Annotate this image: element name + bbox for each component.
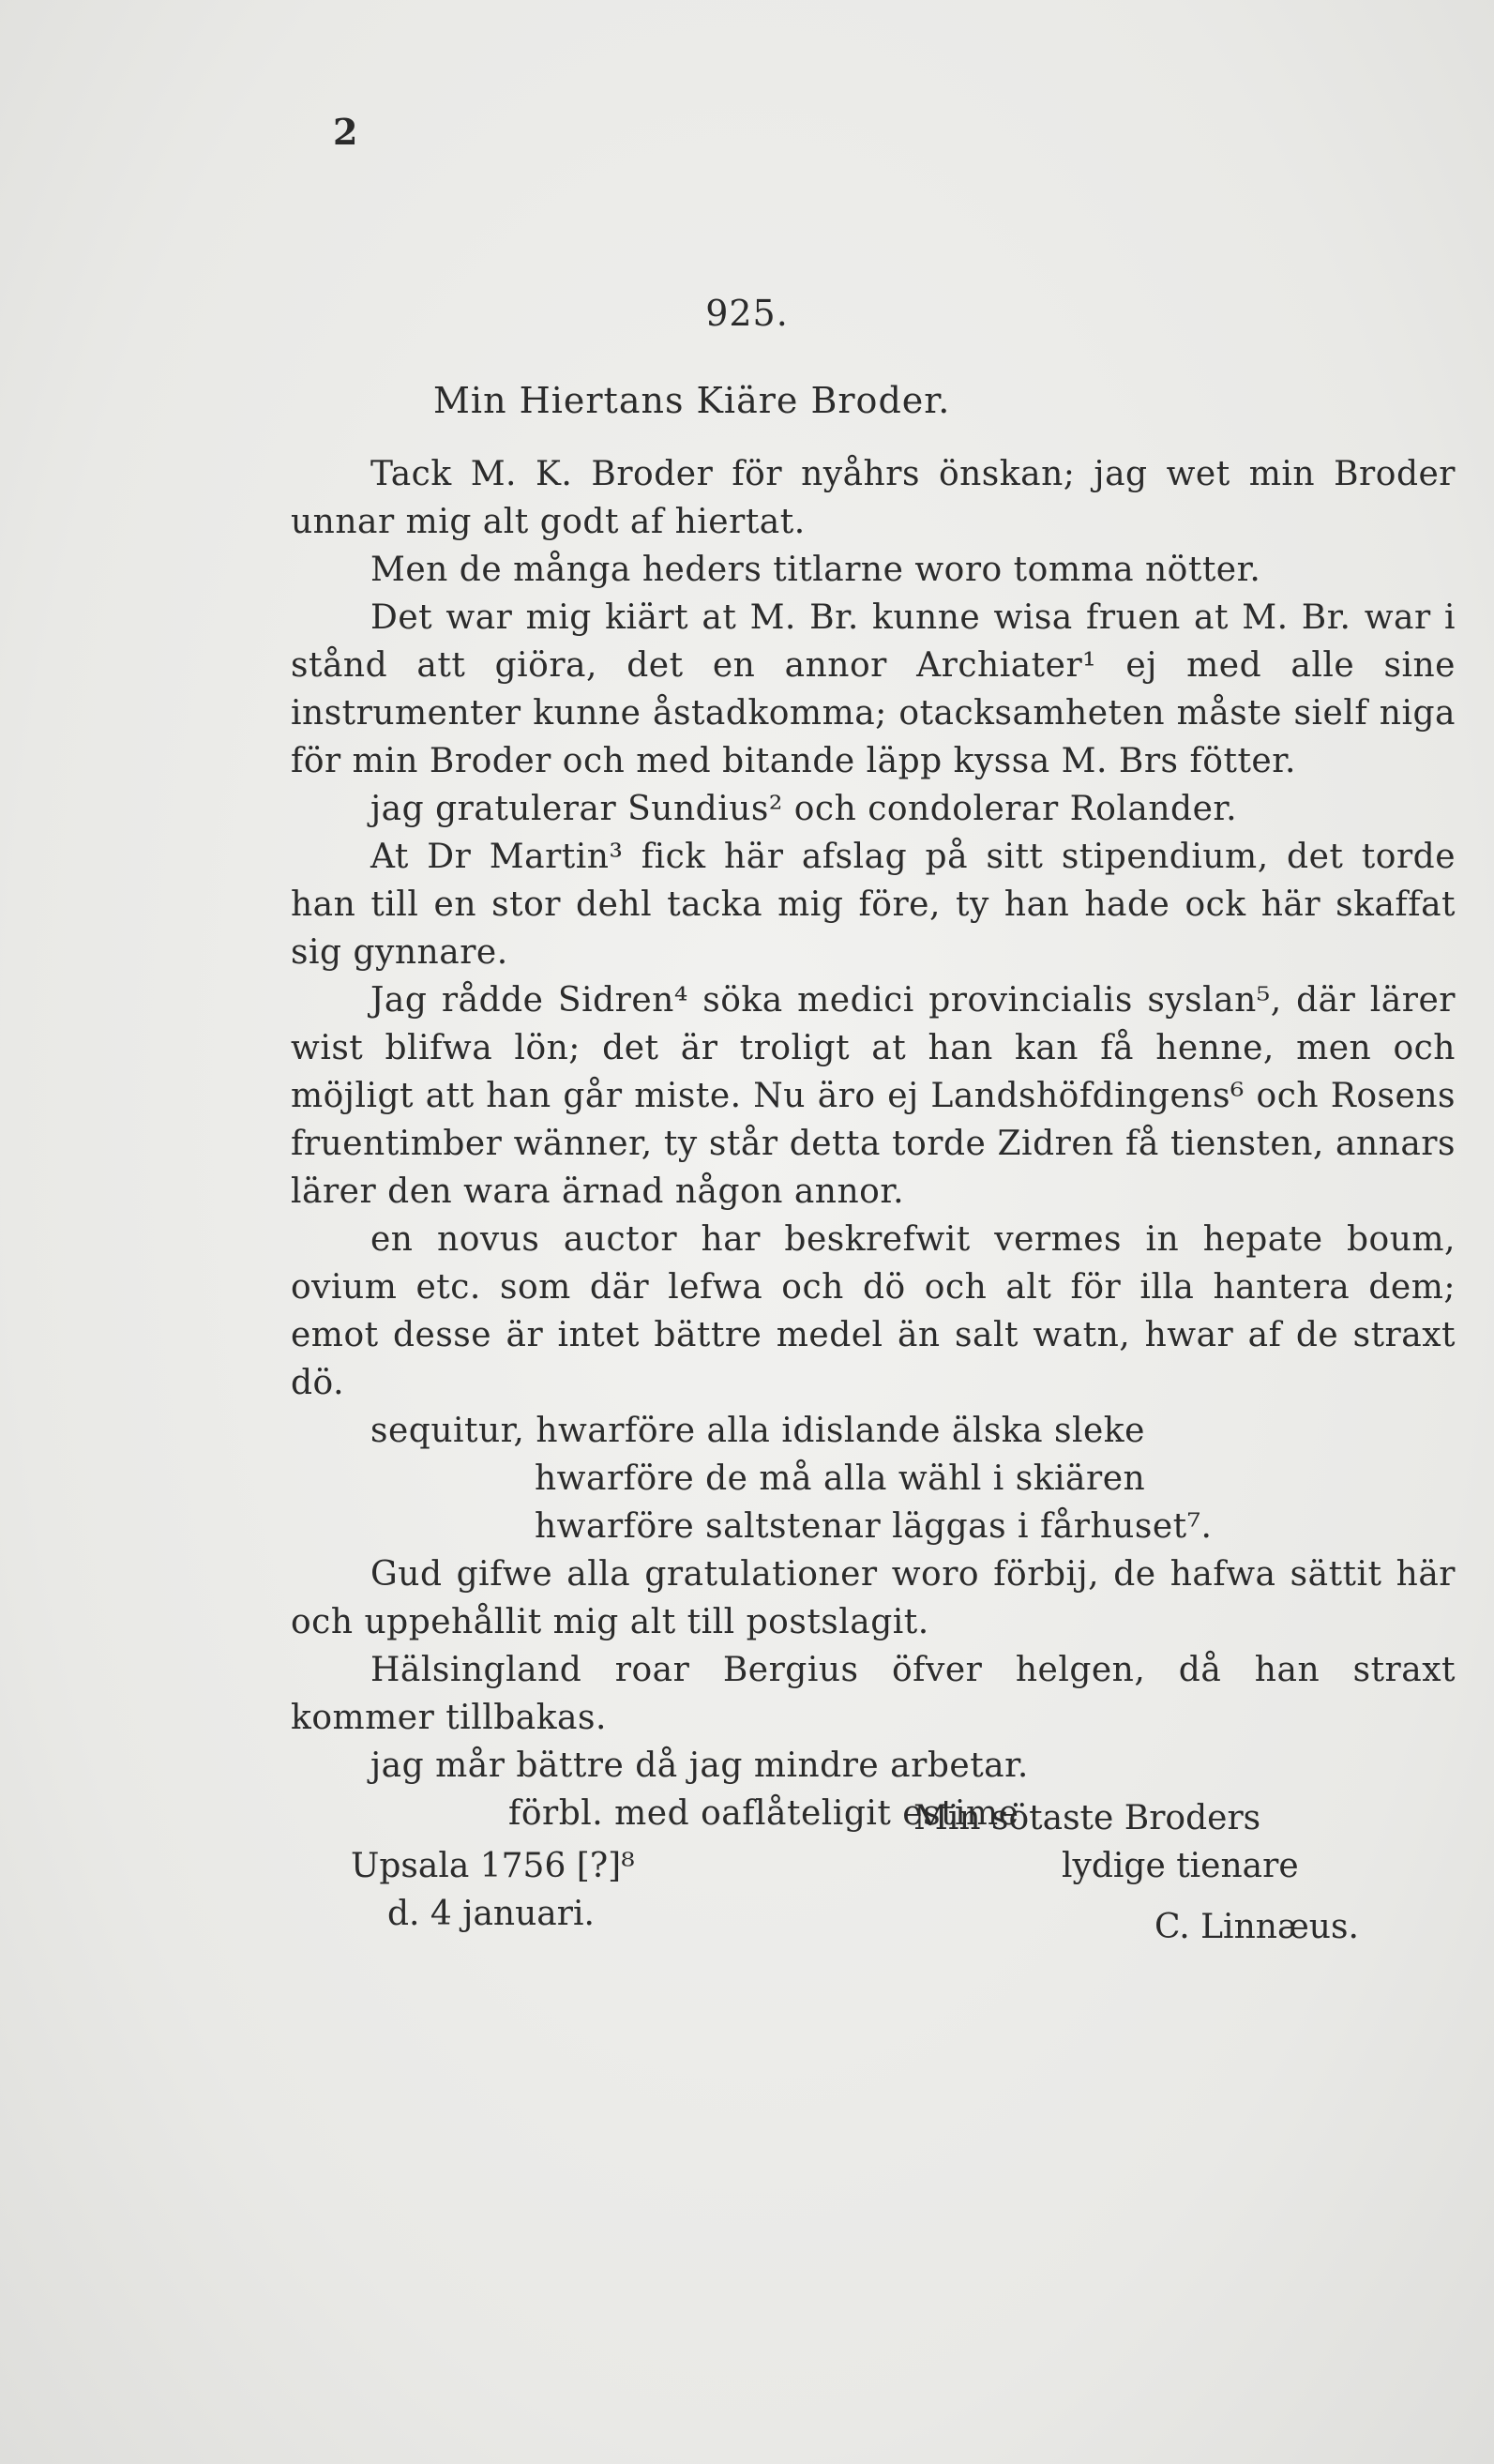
letter-body	[291, 450, 1456, 1837]
paragraph: Men de många heders titlarne woro tomma nötter.	[370, 551, 1261, 589]
paragraph: sequitur, hwarföre alla idislande älska sleke	[370, 1412, 1145, 1450]
page-number: 2	[333, 111, 358, 153]
paragraph: jag gratulerar Sundius² och condolerar Rolander.	[370, 790, 1238, 828]
verse-line: hwarföre de må alla wähl i skiären	[535, 1459, 1146, 1498]
signoff-block	[291, 1794, 1456, 1963]
paragraph: Jag rådde Sidren⁴ söka medici provincialis syslan⁵, där lärer wist blifwa lön; det är troligt at han kan få henne, men och möjligt att han går miste. Nu äro ej Landshöfdingens⁶ och Rosens fruentimber wänner, ty står detta torde Zidren få tiensten, annars lärer den wara ärnad någon annor.	[291, 981, 1456, 1211]
signoff-date: d. 4 januari.	[387, 1895, 595, 1933]
paragraph: At Dr Martin³ fick här afslag på sitt stipendium, det torde han till en stor dehl tacka mig före, ty han hade ock här skaffat sig gynnare.	[291, 838, 1456, 972]
signoff-place: Upsala 1756 [?]⁸	[351, 1847, 635, 1885]
paragraph: Gud gifwe alla gratulationer woro förbij, de hafwa sättit här och uppehållit mig alt till postslagit.	[291, 1555, 1456, 1641]
signoff-sotaste: Min sötaste Broders	[913, 1799, 1261, 1837]
paragraph: Hälsingland roar Bergius öfver helgen, då han straxt kommer tillbakas.	[291, 1651, 1456, 1737]
letter-number: 925.	[705, 293, 789, 334]
closing-line: förbl. med oaflåteligit estime	[508, 1794, 1019, 1833]
paragraph: en novus auctor har beskrefwit vermes in hepate boum, ovium etc. som där lefwa och dö och alt för illa hantera dem; emot desse är intet bättre medel än salt watn, hwar af de straxt dö.	[291, 1220, 1456, 1402]
salutation: Min Hiertans Kiäre Broder.	[433, 380, 951, 421]
paragraph: jag mår bättre då jag mindre arbetar.	[370, 1746, 1029, 1785]
signoff-tienare: lydige tienare	[1062, 1847, 1299, 1885]
signature: C. Linnæus.	[1154, 1908, 1359, 1946]
paragraph: Tack M. K. Broder för nyåhrs önskan; jag wet min Broder unnar mig alt godt af hiertat.	[291, 455, 1456, 541]
paragraph: Det war mig kiärt at M. Br. kunne wisa fruen at M. Br. war i stånd att giöra, det en annor Archiater¹ ej med alle sine instrumenter kunne åstadkomma; otacksamheten måste sielf niga för min Broder och med bitande läpp kyssa M. Brs fötter.	[291, 598, 1456, 780]
verse-line: hwarföre saltstenar läggas i fårhuset⁷.	[535, 1507, 1213, 1546]
